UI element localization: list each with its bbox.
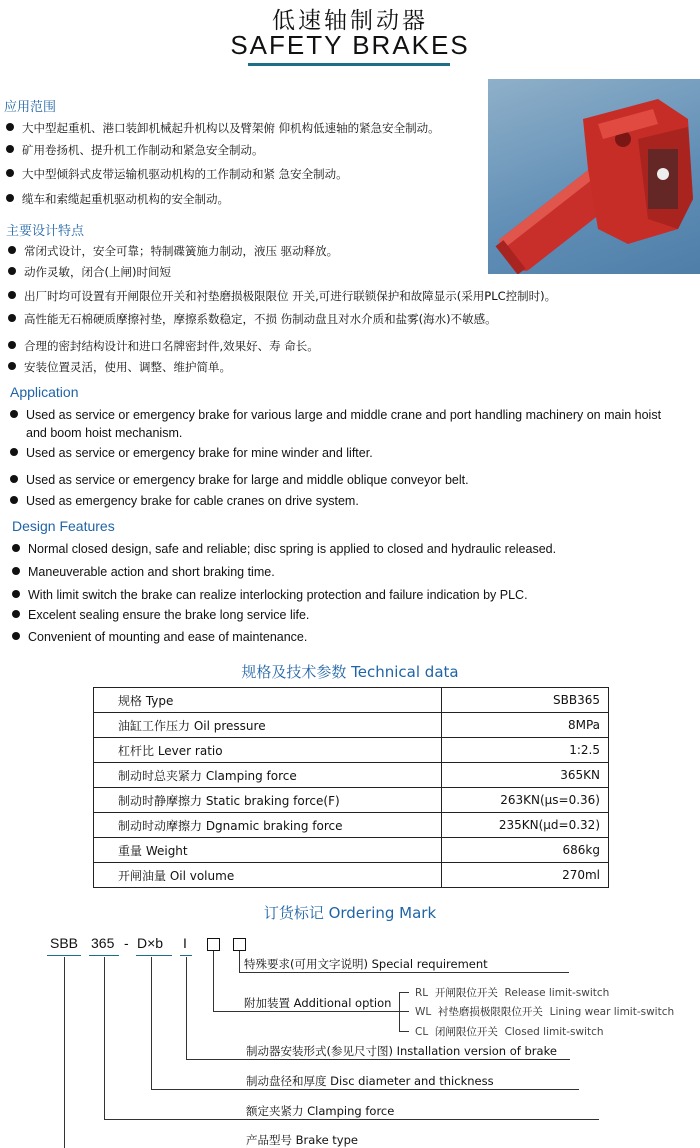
code-underline [89,955,119,956]
features-cn-item: 安装位置灵活，使用、调整、维护简单。 [8,359,231,376]
option-lining-wear-limit: WL 衬垫磨损极限限位开关 Lining wear limit-switch [415,1006,675,1018]
table-row [94,863,609,888]
table-row [94,788,609,813]
code-box-additional [207,938,220,951]
code-underline [136,955,172,956]
option-bracket [399,1031,409,1032]
code-part-install: I [183,935,187,951]
leader-line [104,957,105,1119]
features-en-item: With limit switch the brake can realize interlocking protection and failure indication by PLC. [12,586,528,604]
ordering-heading: 订货标记 Ordering Mark [263,904,437,922]
code-underline [180,955,192,956]
spec-value: 270ml [442,863,609,888]
code-part-product: SBB [50,935,79,951]
spec-value: 686kg [442,838,609,863]
leader-line [239,972,569,973]
features-cn-heading: 主要设计特点 [6,224,85,239]
features-en-item: Excelent sealing ensure the brake long service life. [12,606,309,624]
spec-label: 杠杆比 Lever ratio [94,738,442,763]
table-row [94,713,609,738]
application-en-item: Used as service or emergency brake for various large and middle crane and port handling machinery on main hoist and boom hoist mechanism. [10,406,676,442]
application-en-item: Used as emergency brake for cable cranes on drive system. [10,492,359,510]
table-row [94,688,609,713]
label-installation-version: 制动器安装形式(参见尺寸图) Installation version of brake [246,1044,557,1058]
features-en-item: Convenient of mounting and ease of maintenance. [12,628,307,646]
option-closed-limit: CL 闭闸限位开关 Closed limit-switch [415,1026,604,1038]
spec-label: 开闸油量 Oil volume [94,863,442,888]
technical-table [93,687,609,888]
table-row [94,763,609,788]
page-title-cn: 低速轴制动器 [272,8,428,34]
spec-label: 油缸工作压力 Oil pressure [94,713,442,738]
table-row [94,738,609,763]
table-row [94,813,609,838]
option-bracket [399,992,409,993]
table-row [94,838,609,863]
spec-value: 1:2.5 [442,738,609,763]
label-additional-option: 附加装置 Additional option [244,996,392,1010]
application-en-item: Used as service or emergency brake for mine winder and lifter. [10,444,373,462]
features-cn-item: 出厂时均可设置有开闸限位开关和衬垫磨损极限限位 开关,可进行联锁保护和故障显示(采用PLC控制时)。 [8,288,556,305]
leader-line [213,951,214,1011]
leader-line [239,951,240,972]
application-cn-item: 矿用卷扬机、提升机工作制动和紧急安全制动。 [6,142,264,159]
code-separator: - [124,935,129,951]
code-part-disc: D×b [137,935,164,951]
features-cn-item: 常闭式设计，安全可靠；特制碟簧施力制动，液压 驱动释放。 [8,243,338,260]
technical-heading: 规格及技术参数 Technical data [241,663,459,681]
features-en-item: Maneuverable action and short braking time. [12,563,275,581]
leader-line [213,1011,399,1012]
features-en-heading: Design Features [12,518,115,534]
label-clamping-force: 额定夹紧力 Clamping force [246,1104,395,1118]
code-part-clamping: 365 [91,935,115,951]
features-cn-item: 合理的密封结构设计和进口名牌密封件,效果好、寿 命长。 [8,338,319,355]
option-bracket [399,992,400,1032]
spec-label: 重量 Weight [94,838,442,863]
features-en-item: Normal closed design, safe and reliable; disc spring is applied to closed and hydraulic released. [12,540,556,558]
leader-line [186,957,187,1059]
spec-value: 235KN(μd=0.32) [442,813,609,838]
spec-value: 365KN [442,763,609,788]
application-en-heading: Application [10,384,79,400]
product-photo [488,79,700,274]
application-cn-item: 缆车和索缆起重机驱动机构的安全制动。 [6,191,229,208]
option-release-limit: RL 开闸限位开关 Release limit-switch [415,987,610,999]
spec-label: 制动时总夹紧力 Clamping force [94,763,442,788]
page-title-en: SAFETY BRAKES [230,30,470,60]
features-cn-item: 动作灵敏，闭合(上闸)时间短 [8,264,171,281]
application-cn-heading: 应用范围 [4,100,57,115]
label-brake-type: 产品型号 Brake type [246,1133,358,1147]
spec-value: SBB365 [442,688,609,713]
label-special-requirement: 特殊要求(可用文字说明) Special requirement [244,957,488,971]
spec-value: 263KN(μs=0.36) [442,788,609,813]
option-bracket [399,1011,409,1012]
code-box-special [233,938,246,951]
spec-label: 制动时静摩擦力 Static braking force(F) [94,788,442,813]
label-disc-diameter: 制动盘径和厚度 Disc diameter and thickness [246,1074,494,1088]
application-cn-item: 大中型倾斜式皮带运输机驱动机构的工作制动和紧 急安全制动。 [6,166,348,183]
spec-value: 8MPa [442,713,609,738]
leader-line [186,1059,570,1060]
title-underline [248,63,450,66]
spec-label: 制动时动摩擦力 Dgnamic braking force [94,813,442,838]
code-underline [47,955,81,956]
leader-line [104,1119,599,1120]
features-cn-item: 高性能无石棉硬质摩擦衬垫，摩擦系数稳定，不损 伤制动盘且对水介质和盐雾(海水)不敏感。 [8,311,497,328]
application-en-item: Used as service or emergency brake for large and middle oblique conveyor belt. [10,471,469,489]
leader-line [64,957,65,1148]
application-cn-item: 大中型起重机、港口装卸机械起升机构以及臂架俯 仰机构低速轴的紧急安全制动。 [6,120,440,137]
leader-line [151,957,152,1089]
leader-line [151,1089,579,1090]
spec-label: 规格 Type [94,688,442,713]
